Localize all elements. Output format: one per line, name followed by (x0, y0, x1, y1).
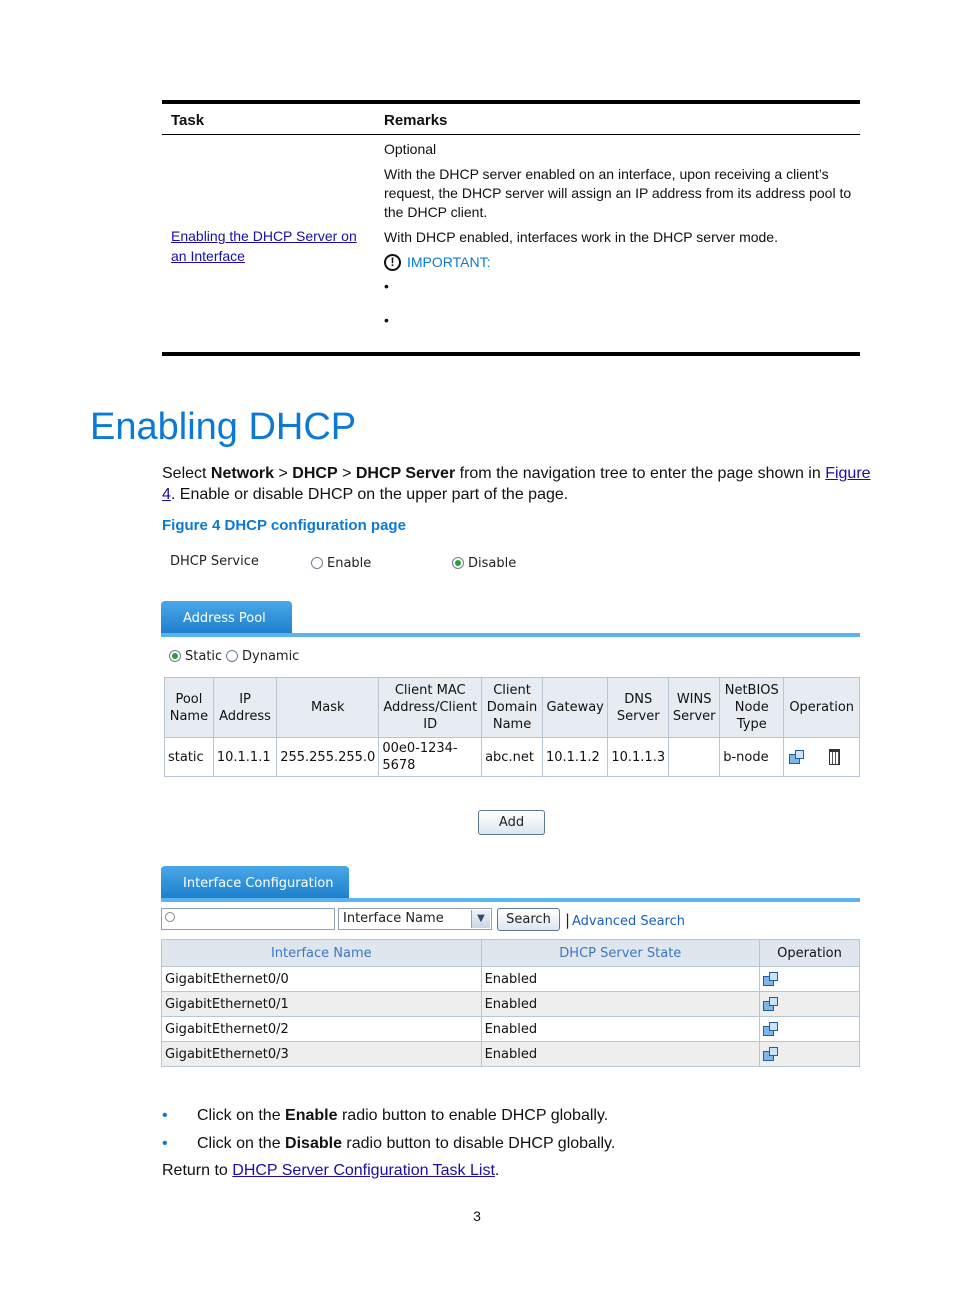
col-gateway: Gateway (542, 678, 607, 738)
cell-state: Enabled (481, 1017, 760, 1042)
dynamic-radio[interactable] (226, 649, 299, 664)
radio-enable-indicator[interactable] (311, 557, 323, 569)
intro-text: from the navigation tree to enter the page shown in (455, 465, 826, 482)
dhcp-service-label: DHCP Service (170, 554, 259, 569)
list-text: radio button to disable DHCP globally. (341, 1135, 616, 1152)
list-item (162, 1130, 615, 1158)
table-row (162, 967, 860, 992)
cell-operation (760, 1042, 860, 1067)
header-remarks: Remarks (384, 112, 448, 129)
chevron-down-icon[interactable]: ▼ (471, 910, 490, 928)
cell-state: Enabled (481, 1042, 760, 1067)
static-radio[interactable] (169, 649, 222, 664)
intro-bold: Network (210, 465, 275, 482)
table-row (165, 738, 860, 777)
search-button[interactable]: Search (497, 908, 560, 931)
instruction-list (162, 1102, 615, 1158)
disable-label: Disable (468, 556, 517, 571)
intro-text: Select (162, 465, 211, 482)
intro-text: > (337, 465, 356, 482)
intro-text: > (274, 465, 293, 482)
remark-line: With DHCP enabled, interfaces work in the DHCP server mode. (384, 229, 778, 245)
search-input[interactable] (161, 908, 335, 930)
radio-dynamic-indicator[interactable] (226, 650, 238, 662)
task-link-enabling-dhcp-server[interactable]: Enabling the DHCP Server on an Interface (171, 228, 357, 264)
cell-pool: static (165, 738, 214, 777)
list-bold: Enable (285, 1107, 338, 1124)
task-table-header (162, 110, 860, 135)
figure-caption: Figure 4 DHCP configuration page (162, 517, 406, 534)
search-icon (165, 912, 175, 922)
important-label: IMPORTANT: (407, 254, 491, 270)
col-operation: Operation (760, 940, 860, 967)
cell-ip: 10.1.1.1 (213, 738, 276, 777)
edit-icon[interactable] (763, 1047, 779, 1062)
section-heading: Enabling DHCP (90, 406, 357, 448)
col-pool-name: Pool Name (165, 678, 214, 738)
cell-interface: GigabitEthernet0/2 (162, 1017, 482, 1042)
header-task: Task (171, 112, 205, 129)
tab-address-pool[interactable]: Address Pool (161, 601, 292, 635)
delete-icon[interactable] (829, 749, 840, 765)
remark-line: Optional (384, 141, 437, 157)
table-row (162, 992, 860, 1017)
list-text: Click on the (197, 1107, 286, 1124)
exclamation-icon: ! (384, 254, 401, 271)
cell-state: Enabled (481, 967, 760, 992)
radio-disable-indicator[interactable] (452, 557, 464, 569)
cell-state: Enabled (481, 992, 760, 1017)
col-netbios: NetBIOS Node Type (720, 678, 784, 738)
col-dhcp-server-state[interactable]: DHCP Server State (481, 940, 760, 967)
list-item (162, 1102, 615, 1130)
add-button[interactable]: Add (478, 810, 545, 835)
cell-mask: 255.255.255.0 (277, 738, 379, 777)
page-number: 3 (473, 1208, 481, 1224)
field-select[interactable] (338, 908, 492, 930)
col-dns-server: DNS Server (608, 678, 669, 738)
important-notice (384, 253, 856, 272)
return-text: Return to (162, 1162, 233, 1179)
list-text: radio button to enable DHCP globally. (337, 1107, 609, 1124)
col-client-mac: Client MAC Address/Client ID (379, 678, 482, 738)
cell-gateway: 10.1.1.2 (542, 738, 607, 777)
col-client-domain: Client Domain Name (482, 678, 543, 738)
col-wins-server: WINS Server (669, 678, 720, 738)
advanced-search-link[interactable]: Advanced Search (572, 914, 686, 929)
cell-interface: GigabitEthernet0/1 (162, 992, 482, 1017)
tab-interface-configuration[interactable]: Interface Configuration (161, 866, 349, 900)
cell-operation (760, 992, 860, 1017)
field-select-value: Interface Name (343, 911, 444, 926)
remark-line: With the DHCP server enabled on an interface, upon receiving a client’s request, the DHCP server will assign an IP address from its address pool to the DHCP client. (384, 166, 852, 220)
table-row (162, 1017, 860, 1042)
return-line (162, 1162, 499, 1180)
separator: | (565, 911, 571, 929)
edit-icon[interactable] (789, 750, 805, 765)
task-list-link[interactable]: DHCP Server Configuration Task List (232, 1162, 495, 1179)
bullet-item: • (384, 312, 389, 328)
table-row (162, 1042, 860, 1067)
intro-text: . Enable or disable DHCP on the upper part of the page. (170, 486, 569, 503)
list-bold: Disable (285, 1135, 342, 1152)
cell-interface: GigabitEthernet0/3 (162, 1042, 482, 1067)
interface-table (161, 939, 860, 1067)
radio-static-indicator[interactable] (169, 650, 181, 662)
task-table (162, 100, 860, 356)
edit-icon[interactable] (763, 997, 779, 1012)
cell-operation (760, 967, 860, 992)
intro-bold: DHCP Server (355, 465, 456, 482)
cell-domain: abc.net (482, 738, 543, 777)
cell-operation (760, 1017, 860, 1042)
dynamic-label: Dynamic (242, 649, 300, 664)
tab-underline (161, 633, 860, 637)
intro-bold: DHCP (292, 465, 338, 482)
col-interface-name[interactable]: Interface Name (162, 940, 482, 967)
col-ip-address: IP Address (213, 678, 276, 738)
static-label: Static (185, 649, 223, 664)
bullet-item: • (384, 278, 389, 294)
cell-wins (669, 738, 720, 777)
edit-icon[interactable] (763, 1022, 779, 1037)
cell-interface: GigabitEthernet0/0 (162, 967, 482, 992)
figure-link[interactable]: Figure 4 (162, 465, 871, 503)
return-end: . (494, 1162, 500, 1179)
list-text: Click on the (197, 1135, 286, 1152)
col-mask: Mask (277, 678, 379, 738)
edit-icon[interactable] (763, 972, 779, 987)
table-header-row (165, 678, 860, 738)
intro-paragraph (162, 463, 872, 505)
enable-label: Enable (327, 556, 372, 571)
cell-mac: 00e0-1234-5678 (379, 738, 482, 777)
col-operation: Operation (784, 678, 860, 738)
cell-operation (784, 738, 860, 777)
enable-radio[interactable] (311, 556, 371, 571)
disable-radio[interactable] (452, 556, 516, 571)
tab-underline (161, 898, 860, 902)
table-header-row (162, 940, 860, 967)
cell-netbios: b-node (720, 738, 784, 777)
remarks-cell (384, 140, 856, 330)
address-pool-table (164, 677, 860, 777)
cell-dns: 10.1.1.3 (608, 738, 669, 777)
